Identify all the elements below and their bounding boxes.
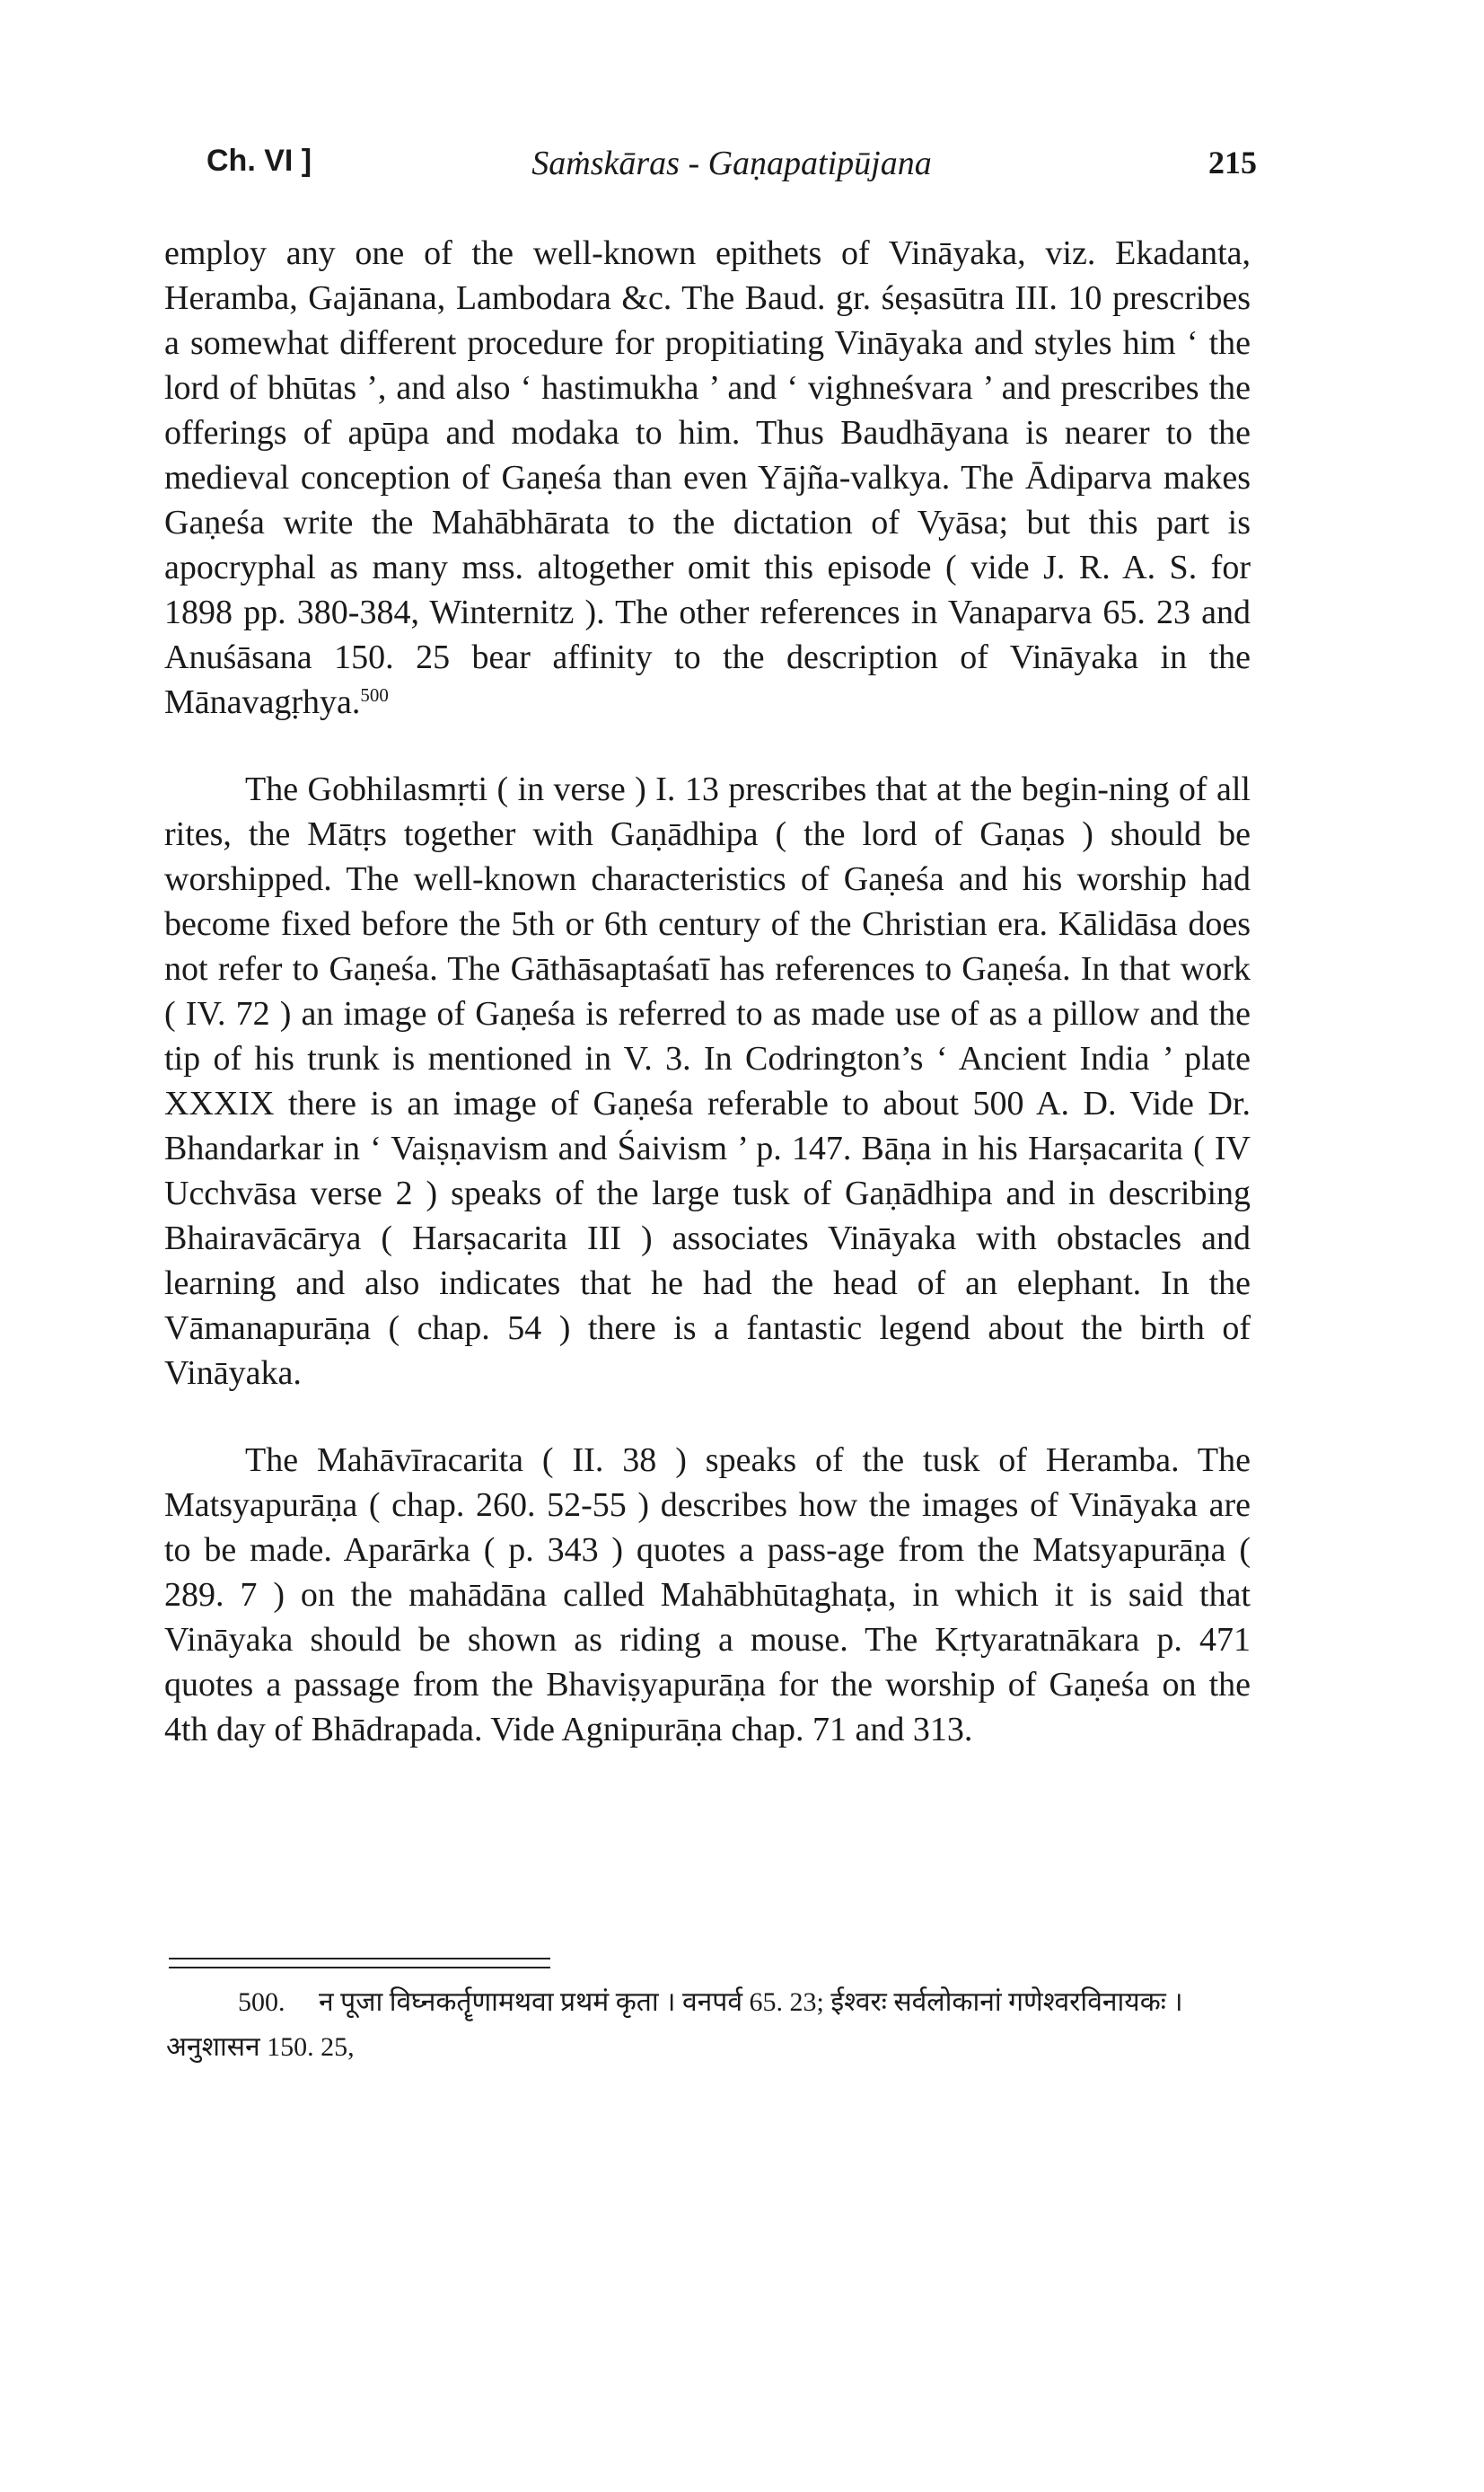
paragraph-text: employ any one of the well-known epithets of Vināyaka, viz. Ekadanta, Heramba, Gajānana, Lambodara &c. The Baud. gr. śeṣasūtra III. 10 prescribes a somewhat different procedure for propitiating Vināyaka and styles him ‘ the lord of bhūtas ’, and also ‘ hastimukha ’ and ‘ vighneśvara ’ and prescribes the offerings of apūpa and modaka to him. Thus Baudhāyana is nearer to the medieval conception of Gaṇeśa than even Yājña-valkya. The Ādiparva makes Gaṇeśa write the Mahābhārata to the dictation of Vyāsa; but this part is apocryphal as many mss. altogether omit this episode ( vide J. R. A. S. for 1898 pp. 380-384, Winternitz ). The other references in Vanaparva 65. 23 and Anuśāsana 150. 25 bear affinity to the description of Vināyaka in the Mānavagṛhya. [164,234,1251,721]
paragraph-1 [164,231,1251,725]
running-title: Saṁskāras - Gaṇapatipūjana [531,145,932,182]
body-text [164,231,1251,1794]
footnote-number: 500. [238,1987,285,2017]
footnote-divider [169,1958,550,1959]
running-header [206,144,1257,198]
footnote-divider [169,1967,550,1968]
paragraph-2: The Gobhilasmṛti ( in verse ) I. 13 prescribes that at the begin-ning of all rites, the Mātṛs together with Gaṇādhipa ( the lord of Gaṇas ) should be worshipped. The well-known characteristics of Gaṇeśa and his worship had become fixed before the 5th or 6th century of the Christian era. Kālidāsa does not refer to Gaṇeśa. The Gāthāsaptaśatī has references to Gaṇeśa. In that work ( IV. 72 ) an image of Gaṇeśa is referred to as made use of as a pillow and the tip of his trunk is mentioned in V. 3. In Codrington’s ‘ Ancient India ’ plate XXXIX there is an image of Gaṇeśa referable to about 500 A. D. Vide Dr. Bhandarkar in ‘ Vaiṣṇavism and Śaivism ’ p. 147. Bāṇa in his Harṣacarita ( IV Ucchvāsa verse 2 ) speaks of the large tusk of Gaṇādhipa and in describing Bhairavācārya ( Harṣacarita III ) associates Vināyaka with obstacles and learning and also indicates that he had the head of an elephant. In the Vāmanapurāṇa ( chap. 54 ) there is a fantastic legend about the birth of Vināyaka. [164,770,1251,1392]
page-number: 215 [1208,145,1257,181]
footnote [166,1980,1252,2070]
footnote-text: न पूजा विघ्नकर्तॄणामथवा प्रथमं कृता । वनपर्व 65. 23; ईश्वरः सर्वलोकानां गणेश्वरविनायकः । अनुशासन 150. 25, [166,1987,1183,2062]
chapter-label: Ch. VI ] [206,144,312,178]
paragraph-3: The Mahāvīracarita ( II. 38 ) speaks of the tusk of Heramba. The Matsyapurāṇa ( chap. 260. 52-55 ) describes how the images of Vināyaka are to be made. Aparārka ( p. 343 ) quotes a pass-age from the Matsyapurāṇa ( 289. 7 ) on the mahādāna called Mahābhūtaghaṭa, in which it is said that Vināyaka should be shown as riding a mouse. The Kṛtyaratnākara p. 471 quotes a passage from the Bhaviṣyapurāṇa for the worship of Gaṇeśa on the 4th day of Bhādrapada. Vide Agnipurāṇa chap. 71 and 313. [164,1441,1251,1748]
footnote-reference: 500 [360,684,389,706]
